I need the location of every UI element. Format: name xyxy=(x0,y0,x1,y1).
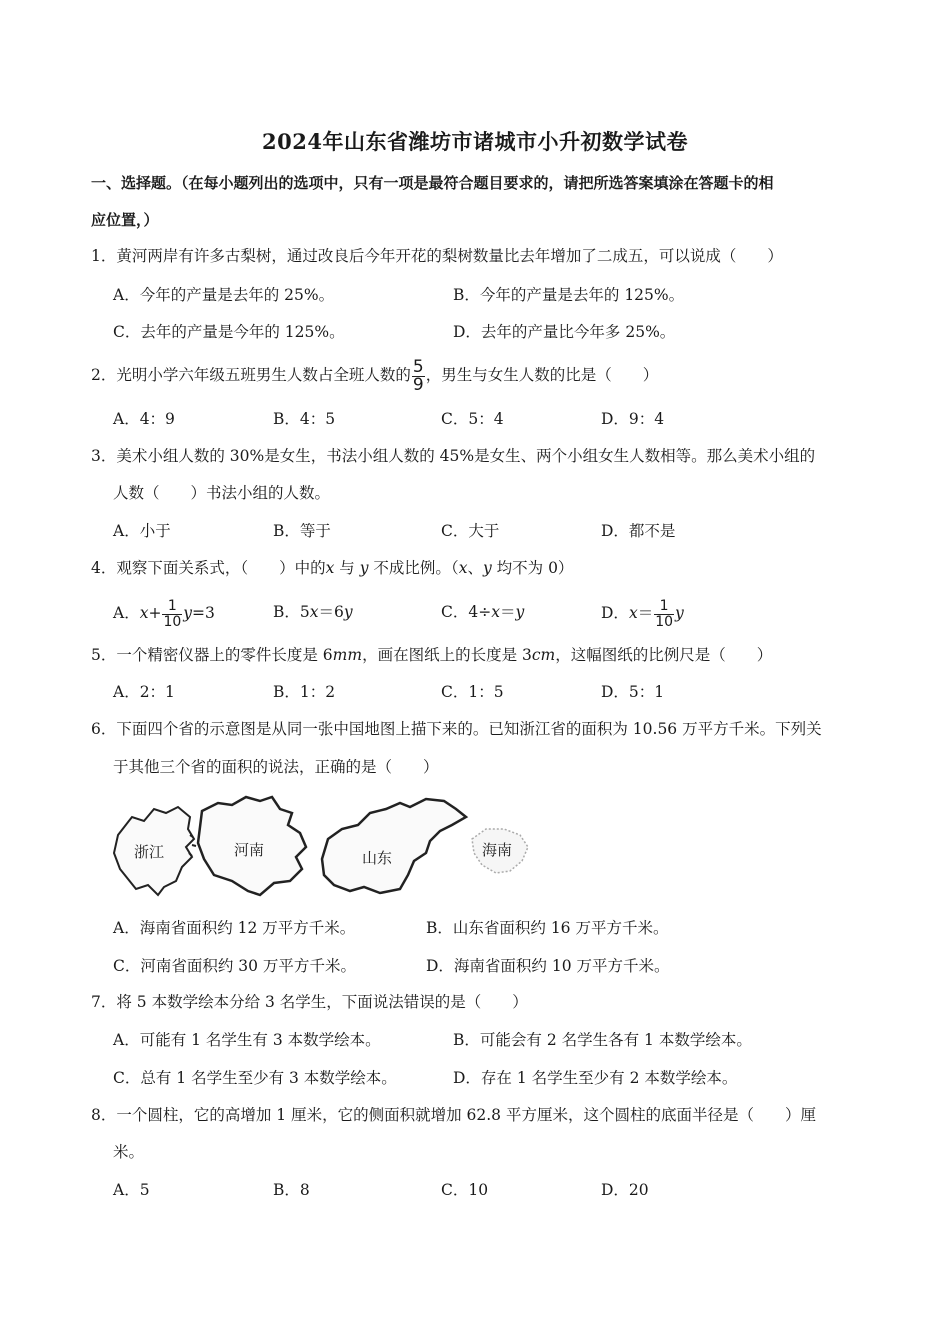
q4-a-pre: A． xyxy=(113,604,140,622)
q1-option-d[interactable]: D．去年的产量比今年多 25%。 xyxy=(453,323,676,341)
q4-a-frac-den: 10 xyxy=(163,613,182,630)
q6-option-d[interactable]: D．海南省面积约 10 万平方千米。 xyxy=(426,957,670,975)
q5-option-d[interactable]: D．5：1 xyxy=(601,683,665,701)
q4-option-b[interactable] xyxy=(273,601,353,623)
question-6-stem-line1: 6．下面四个省的示意图是从同一张中国地图上描下来的。已知浙江省的面积为 10.56 万平方千米。下列关 xyxy=(91,720,822,738)
question-8-stem-line2: 米。 xyxy=(113,1143,145,1161)
q5-option-a[interactable]: A．2：1 xyxy=(113,683,175,701)
q2-option-a[interactable]: A．4：9 xyxy=(113,410,175,428)
province-maps-figure xyxy=(110,795,530,901)
question-5-stem xyxy=(91,644,871,666)
map-label-shandong: 山东 xyxy=(362,849,393,867)
q5-stem-a: 5．一个精密仪器上的零件长度是 6 xyxy=(91,646,333,664)
q2-option-c[interactable]: C．5：4 xyxy=(441,410,504,428)
q4-stem-d: 、 xyxy=(467,559,483,577)
q2-option-d[interactable]: D．9：4 xyxy=(601,410,665,428)
q7-option-b[interactable]: B．可能会有 2 名学生各有 1 本数学绘本。 xyxy=(453,1031,752,1049)
q1-option-a[interactable]: A．今年的产量是去年的 25%。 xyxy=(113,286,335,304)
q5-unit-mm: mm xyxy=(332,646,363,664)
q8-option-d[interactable]: D．20 xyxy=(601,1181,649,1199)
q4-d-x: x xyxy=(628,604,638,622)
q3-option-a[interactable]: A．小于 xyxy=(113,522,171,540)
map-label-zhejiang: 浙江 xyxy=(134,843,165,861)
q4-option-d[interactable] xyxy=(601,596,684,630)
q4-a-y: y xyxy=(183,604,193,622)
q4-var-y: y xyxy=(359,559,369,577)
q1-option-b[interactable]: B．今年的产量是去年的 125%。 xyxy=(453,286,685,304)
map-label-henan: 河南 xyxy=(234,841,265,859)
question-3-stem-line1: 3．美术小组人数的 30%是女生，书法小组人数的 45%是女生、两个小组女生人数相等。那么美术小组的 xyxy=(91,447,816,465)
q6-option-a[interactable]: A．海南省面积约 12 万平方千米。 xyxy=(113,919,356,937)
q4-var-x-2: x xyxy=(458,559,468,577)
q4-option-c[interactable] xyxy=(441,601,524,623)
q5-stem-c: ，这幅图纸的比例尺是（ ） xyxy=(555,646,773,664)
q4-c-mid: ＝ xyxy=(499,603,516,621)
q8-option-b[interactable]: B．8 xyxy=(273,1181,310,1199)
q4-c-y: y xyxy=(515,603,525,621)
q3-option-d[interactable]: D．都不是 xyxy=(601,522,676,540)
q5-option-b[interactable]: B．1：2 xyxy=(273,683,336,701)
q4-var-y-2: y xyxy=(482,559,492,577)
q4-a-fraction xyxy=(162,599,182,630)
question-7-stem: 7．将 5 本数学绘本分给 3 名学生，下面说法错误的是（ ） xyxy=(91,993,528,1011)
page-title: 2024年山东省潍坊市诸城市小升初数学试卷 xyxy=(262,129,688,154)
q4-a-post: =3 xyxy=(192,604,215,622)
q2-stem-after: ，男生与女生人数的比是（ ） xyxy=(425,366,659,384)
q4-b-pre: B．5 xyxy=(273,603,310,621)
q8-option-a[interactable]: A．5 xyxy=(113,1181,150,1199)
q2-fraction xyxy=(412,356,425,395)
q6-option-c[interactable]: C．河南省面积约 30 万平方千米。 xyxy=(113,957,356,975)
question-3-stem-line2: 人数（ ）书法小组的人数。 xyxy=(113,484,331,502)
section-heading-line1: 一、选择题。（在每小题列出的选项中，只有一项是最符合题目要求的，请把所选答案填涂在答题卡的相 xyxy=(91,174,774,192)
q4-var-x: x xyxy=(325,559,335,577)
q4-stem-e: 均不为 0） xyxy=(491,559,574,577)
q2-option-b[interactable]: B．4：5 xyxy=(273,410,336,428)
q4-d-mid: ＝ xyxy=(637,604,654,622)
q3-option-c[interactable]: C．大于 xyxy=(441,522,500,540)
q4-b-mid: ＝6 xyxy=(318,603,344,621)
question-6-stem-line2: 于其他三个省的面积的说法，正确的是（ ） xyxy=(113,758,439,776)
shandong-map-outline xyxy=(322,799,466,893)
q5-option-c[interactable]: C．1：5 xyxy=(441,683,504,701)
q4-d-pre: D． xyxy=(601,604,629,622)
q7-option-d[interactable]: D．存在 1 名学生至少有 2 本数学绘本。 xyxy=(453,1069,738,1087)
q2-frac-num: 5 xyxy=(412,356,424,377)
q4-a-frac-num: 1 xyxy=(162,599,182,615)
question-4-stem xyxy=(91,557,871,579)
q7-option-c[interactable]: C．总有 1 名学生至少有 3 本数学绘本。 xyxy=(113,1069,397,1087)
q1-option-c[interactable]: C．去年的产量是今年的 125%。 xyxy=(113,323,345,341)
question-1-stem: 1．黄河两岸有许多古梨树，通过改良后今年开花的梨树数量比去年增加了二成五，可以说成（ ） xyxy=(91,247,783,265)
q4-b-y: y xyxy=(343,603,353,621)
q4-a-mid: + xyxy=(148,604,162,622)
q4-stem-a: 4．观察下面关系式，（ ）中的 xyxy=(91,559,326,577)
map-label-hainan: 海南 xyxy=(482,841,513,859)
q4-option-a[interactable] xyxy=(113,596,215,630)
q4-a-x: x xyxy=(139,604,149,622)
q4-d-fraction xyxy=(654,599,674,630)
q4-d-frac-den: 10 xyxy=(655,613,674,630)
q8-option-c[interactable]: C．10 xyxy=(441,1181,489,1199)
q4-d-y: y xyxy=(675,604,684,622)
q7-option-a[interactable]: A．可能有 1 名学生有 3 本数学绘本。 xyxy=(113,1031,381,1049)
q2-stem-before: 2．光明小学六年级五班男生人数占全班人数的 xyxy=(91,366,411,384)
q5-stem-b: ，画在图纸上的长度是 3 xyxy=(362,646,532,664)
q4-d-frac-num: 1 xyxy=(654,599,674,615)
q4-b-x: x xyxy=(309,603,319,621)
q4-c-pre: C．4÷ xyxy=(441,603,492,621)
q3-option-b[interactable]: B．等于 xyxy=(273,522,331,540)
q4-c-x: x xyxy=(491,603,500,621)
q4-stem-c: 不成比例。（ xyxy=(368,559,459,577)
q5-unit-cm: cm xyxy=(531,646,556,664)
question-2-stem xyxy=(91,358,871,394)
q6-option-b[interactable]: B．山东省面积约 16 万平方千米。 xyxy=(426,919,669,937)
question-8-stem-line1: 8．一个圆柱，它的高增加 1 厘米，它的侧面积就增加 62.8 平方厘米，这个圆柱的底面半径是（ ）厘 xyxy=(91,1106,816,1124)
q4-stem-b: 与 xyxy=(334,559,360,577)
section-heading-line2: 应位置，） xyxy=(91,211,159,229)
q2-frac-den: 9 xyxy=(412,374,424,395)
